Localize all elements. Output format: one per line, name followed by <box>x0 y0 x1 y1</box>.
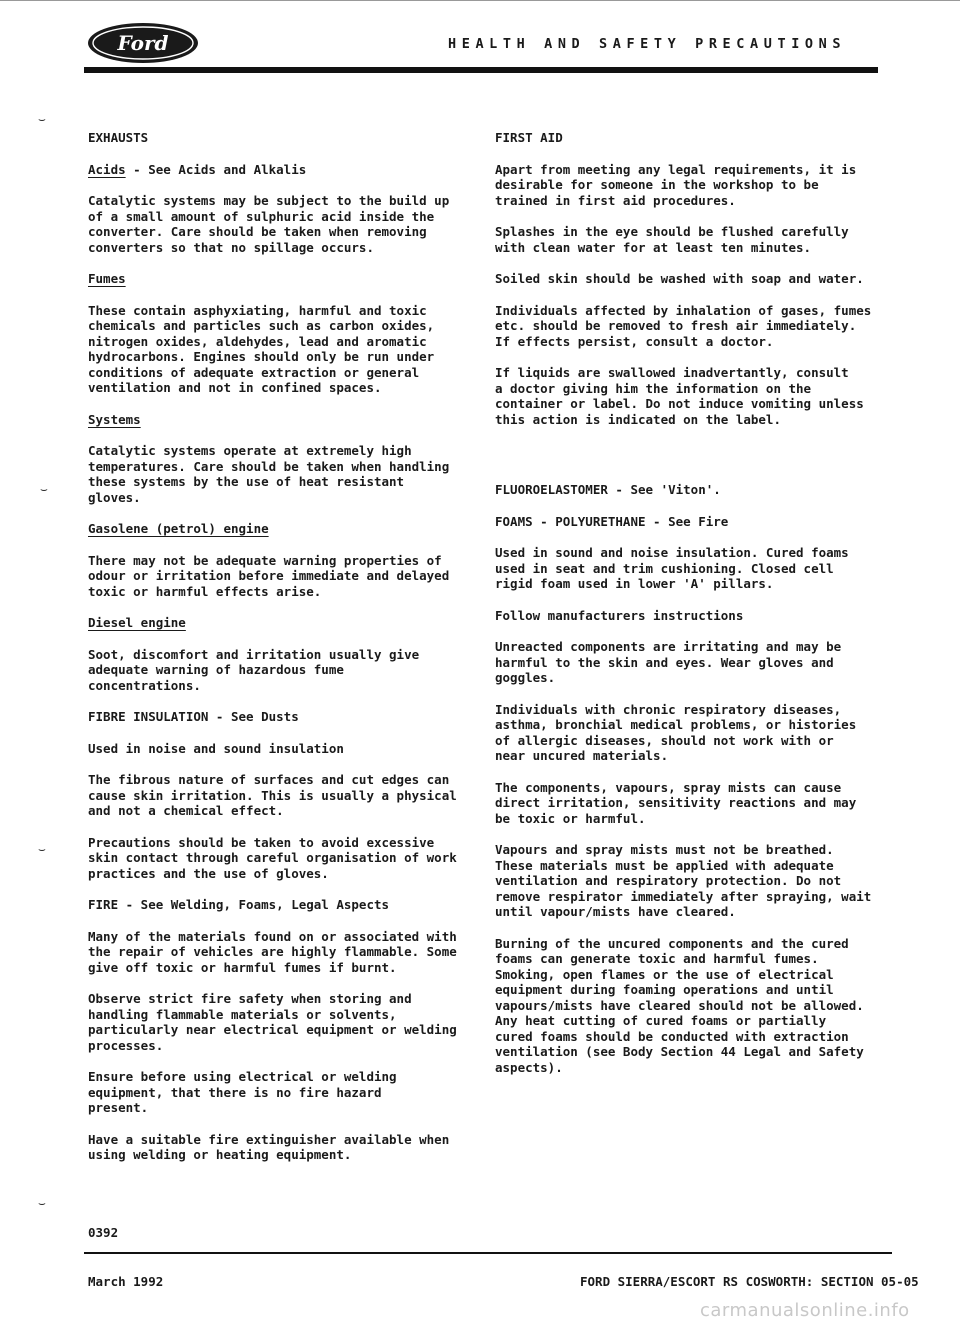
foams-paragraph: The components, vapours, spray mists can cause direct irritation, sensitivity reactions and may be toxic or harmful. <box>495 779 857 826</box>
first-aid-paragraph: Individuals affected by inhalation of gases, fumes etc. should be removed to fresh air immediately. If effects persist, consult a doctor. <box>495 302 872 349</box>
top-edge-line <box>0 0 960 1</box>
diesel-label: Diesel engine <box>88 615 186 630</box>
margin-mark: ⌣ <box>38 112 46 126</box>
footer-rule <box>84 1252 892 1254</box>
header-rule <box>84 67 878 73</box>
acids-reference: - See Acids and Alkalis <box>125 161 307 177</box>
page-header-title: HEALTH AND SAFETY PRECAUTIONS <box>448 36 847 52</box>
fluoroelastomer-heading: FLUOROELASTOMER - See 'Viton'. <box>495 482 721 497</box>
right-column <box>495 130 895 1091</box>
footer-date: March 1992 <box>88 1274 164 1289</box>
fire-paragraph: Observe strict fire safety when storing and handling flammable materials or solvents, particularly near electrical equipment or welding processes. <box>88 991 457 1053</box>
first-aid-paragraph: Splashes in the eye should be flushed carefully with clean water for at least ten minutes. <box>495 224 849 255</box>
acids-label: Acids <box>88 161 126 177</box>
gasolene-paragraph: There may not be adequate warning properties of odour or irritation before immediate and delayed toxic or harmful effects arise. <box>88 552 450 599</box>
page-code: 0392 <box>88 1225 119 1240</box>
ford-logo-text: Ford <box>117 31 169 55</box>
margin-mark: ⌣ <box>38 1196 46 1210</box>
foams-heading: FOAMS - POLYURETHANE - See Fire <box>495 513 729 529</box>
first-aid-paragraph: Soiled skin should be washed with soap and water. <box>495 271 864 286</box>
acids-line <box>88 162 473 178</box>
watermark-text: carmanualsonline.info <box>700 1300 910 1321</box>
first-aid-paragraph: Apart from meeting any legal requirements, it is desirable for someone in the workshop to be trained in first aid procedures. <box>495 161 857 208</box>
fire-paragraph: Ensure before using electrical or welding equipment, that there is no fire hazard present. <box>88 1069 397 1115</box>
first-aid-heading: FIRST AID <box>495 130 563 145</box>
left-column <box>88 130 473 1179</box>
first-aid-paragraph: If liquids are swallowed inadvertantly, consult a doctor giving him the information on the container or label. Do not induce vomiting unless this action is indicated on the label. <box>495 365 864 427</box>
fibre-paragraph: Used in noise and sound insulation <box>88 740 344 756</box>
margin-mark: ⌣ <box>38 842 46 856</box>
systems-paragraph: Catalytic systems operate at extremely high temperatures. Care should be taken when handling these systems by the use of heat resistant gloves. <box>88 443 450 505</box>
ford-logo <box>86 22 200 64</box>
foams-paragraph: Unreacted components are irritating and may be harmful to the skin and eyes. Wear gloves and goggles. <box>495 639 842 685</box>
fibre-paragraph: Precautions should be taken to avoid excessive skin contact through careful organisation of work practices and the use of gloves. <box>88 834 457 881</box>
fire-paragraph: Many of the materials found on or associated with the repair of vehicles are highly flammable. Some give off toxic or harmful fumes if burnt. <box>88 928 457 975</box>
exhausts-heading: EXHAUSTS <box>88 130 149 145</box>
section-spacer <box>495 443 895 482</box>
fumes-paragraph: These contain asphyxiating, harmful and toxic chemicals and particles such as carbon oxides, nitrogen oxides, aldehydes, lead and aromatic hydrocarbons. Engines should only be run under conditions of adequate extraction or general ventilation and not in confined spaces. <box>88 302 435 395</box>
gasolene-label: Gasolene (petrol) engine <box>88 521 269 536</box>
foams-paragraph: Follow manufacturers instructions <box>495 607 744 623</box>
fire-paragraph: Have a suitable fire extinguisher available when using welding or heating equipment. <box>88 1131 450 1162</box>
foams-paragraph: Used in sound and noise insulation. Cured foams used in seat and trim cushioning. Closed cell rigid foam used in lower 'A' pillars. <box>495 545 849 591</box>
systems-label: Systems <box>88 411 141 427</box>
foams-paragraph: Vapours and spray mists must not be breathed. These materials must be applied with adequate ventilation and respiratory protection. Do not remove respirator immediately after spraying, wait until vapour/mists have cleared. <box>495 842 872 919</box>
acids-paragraph: Catalytic systems may be subject to the build up of a small amount of sulphuric acid inside the converter. Care should be taken when removing converters so that no spillage occurs. <box>88 193 450 255</box>
fumes-label: Fumes <box>88 271 126 286</box>
foams-paragraph: Individuals with chronic respiratory diseases, asthma, bronchial medical problems, or histories of allergic diseases, should not work with or near uncured materials. <box>495 701 857 763</box>
diesel-paragraph: Soot, discomfort and irritation usually give adequate warning of hazardous fume concentrations. <box>88 646 420 693</box>
margin-mark: ⌣ <box>40 482 48 496</box>
fibre-heading: FIBRE INSULATION - See Dusts <box>88 709 299 724</box>
footer-section-label: FORD SIERRA/ESCORT RS COSWORTH: SECTION 05-05 <box>580 1274 919 1289</box>
foams-paragraph: Burning of the uncured components and the cured foams can generate toxic and harmful fumes. Smoking, open flames or the use of electrical equipment during foaming operations and until vapours/mists have cleared should not be allowed. Any heat cutting of cured foams or partially cured foams should be conducted with extraction ventilation (see Body Section 44 Legal and Safety aspects). <box>495 935 864 1075</box>
fire-heading: FIRE - See Welding, Foams, Legal Aspects <box>88 897 390 912</box>
fibre-paragraph: The fibrous nature of surfaces and cut edges can cause skin irritation. This is usually a physical and not a chemical effect. <box>88 772 457 818</box>
